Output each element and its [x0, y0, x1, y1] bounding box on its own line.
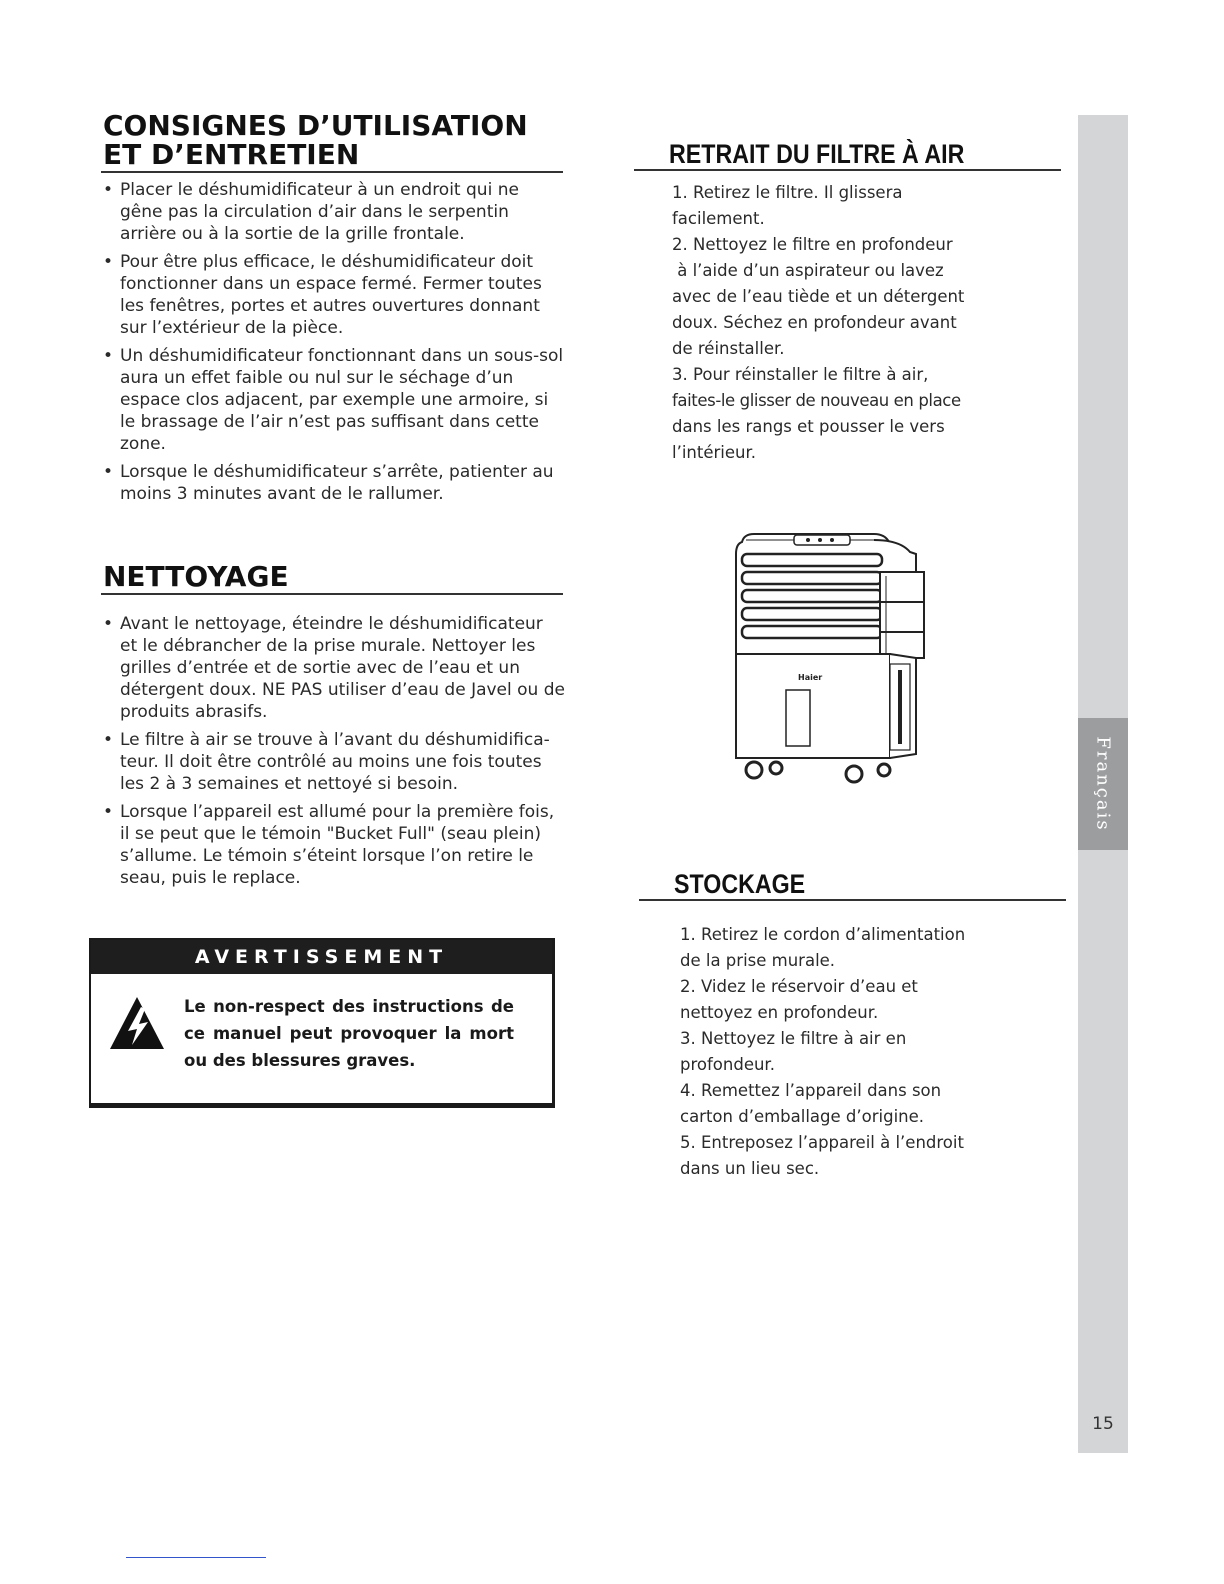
consignes-list: [103, 179, 565, 511]
brand-label: Haier: [798, 673, 823, 682]
step-line: 1. Retirez le filtre. Il glissera: [672, 183, 903, 202]
step-line: faites-le glisser de nouveau en place: [672, 391, 961, 410]
electric-hazard-icon: [108, 995, 166, 1056]
step-line: 2. Videz le réservoir d’eau et: [680, 977, 918, 996]
step-line: 5. Entreposez l’appareil à l’endroit: [680, 1133, 964, 1152]
list-item: • Placer le déshumidificateur à un endroit qui ne gêne pas la circulation d’air dans le serpentin arrière ou à la sortie de la grille frontale.: [103, 179, 565, 245]
section-title-retrait: RETRAIT DU FILTRE À AIR: [669, 139, 965, 169]
step-line: dans un lieu sec.: [680, 1159, 820, 1178]
section-title-consignes: [103, 111, 528, 169]
list-item: • Un déshumidificateur fonctionnant dans un sous-sol aura un effet faible ou nul sur le séchage d’un espace clos adjacent, par exemple une armoire, si le brassage de l’air n’est pas suffisant dans cette zone.: [103, 345, 565, 455]
warning-text: Le non-respect des instructions de ce manuel peut provoquer la mort ou des blessures graves.: [184, 997, 514, 1070]
section-rule: [634, 169, 1061, 171]
page-number: 15: [1092, 1414, 1114, 1434]
step-line: à l’aide d’un aspirateur ou lavez: [672, 261, 944, 280]
step-line: 3. Nettoyez le filtre à air en: [680, 1029, 907, 1048]
step-line: doux. Séchez en profondeur avant: [672, 313, 957, 332]
title-line-1: CONSIGNES D’UTILISATION: [103, 109, 528, 142]
title-line-2: ET D’ENTRETIEN: [103, 138, 360, 171]
list-item: • Lorsque le déshumidificateur s’arrête, patienter au moins 3 minutes avant de le rallumer.: [103, 461, 565, 505]
dehumidifier-illustration: [724, 530, 934, 786]
warning-box: [89, 938, 555, 1108]
list-item: • Avant le nettoyage, éteindre le déshumidificateur et le débrancher de la prise murale. Nettoyer les grilles d’entrée et de sortie avec de l’eau et un détergent doux. NE PAS utiliser d’eau de Javel ou de produits abrasifs.: [103, 613, 565, 723]
step-line: profondeur.: [680, 1055, 775, 1074]
list-item: • Pour être plus efficace, le déshumidificateur doit fonctionner dans un espace fermé. Fermer toutes les fenêtres, portes et autres ouvertures donnant sur l’extérieur de la pièce.: [103, 251, 565, 339]
step-line: de réinstaller.: [672, 339, 785, 358]
step-line: avec de l’eau tiède et un détergent: [672, 287, 965, 306]
step-line: de la prise murale.: [680, 951, 836, 970]
step-line: carton d’emballage d’origine.: [680, 1107, 925, 1126]
language-label: Français: [1092, 736, 1114, 832]
step-line: 2. Nettoyez le filtre en profondeur: [672, 235, 953, 254]
list-item: • Le filtre à air se trouve à l’avant du déshumidifica-teur. Il doit être contrôlé au moins une fois toutes les 2 à 3 semaines et nettoyé si besoin.: [103, 729, 565, 795]
nettoyage-list: [103, 613, 565, 895]
step-line: nettoyez en profondeur.: [680, 1003, 879, 1022]
warning-header: AVERTISSEMENT: [91, 940, 552, 974]
step-line: facilement.: [672, 209, 765, 228]
step-line: dans les rangs et pousser le vers: [672, 417, 945, 436]
step-line: 3. Pour réinstaller le filtre à air,: [672, 365, 929, 384]
retrait-steps: [672, 180, 1052, 466]
section-title-nettoyage: NETTOYAGE: [103, 560, 289, 593]
stockage-steps: [680, 922, 1060, 1182]
step-line: l’intérieur.: [672, 443, 756, 462]
step-line: 4. Remettez l’appareil dans son: [680, 1081, 942, 1100]
section-title-stockage: STOCKAGE: [674, 869, 806, 899]
footer-link-line: [126, 1557, 266, 1558]
list-item: • Lorsque l’appareil est allumé pour la première fois, il se peut que le témoin "Bucket Full" (seau plein) s’allume. Le témoin s’éteint lorsque l’on retire le seau, puis le replace.: [103, 801, 565, 889]
step-line: 1. Retirez le cordon d’alimentation: [680, 925, 966, 944]
section-rule: [639, 899, 1066, 901]
section-rule: [101, 593, 563, 595]
section-rule: [101, 171, 563, 173]
